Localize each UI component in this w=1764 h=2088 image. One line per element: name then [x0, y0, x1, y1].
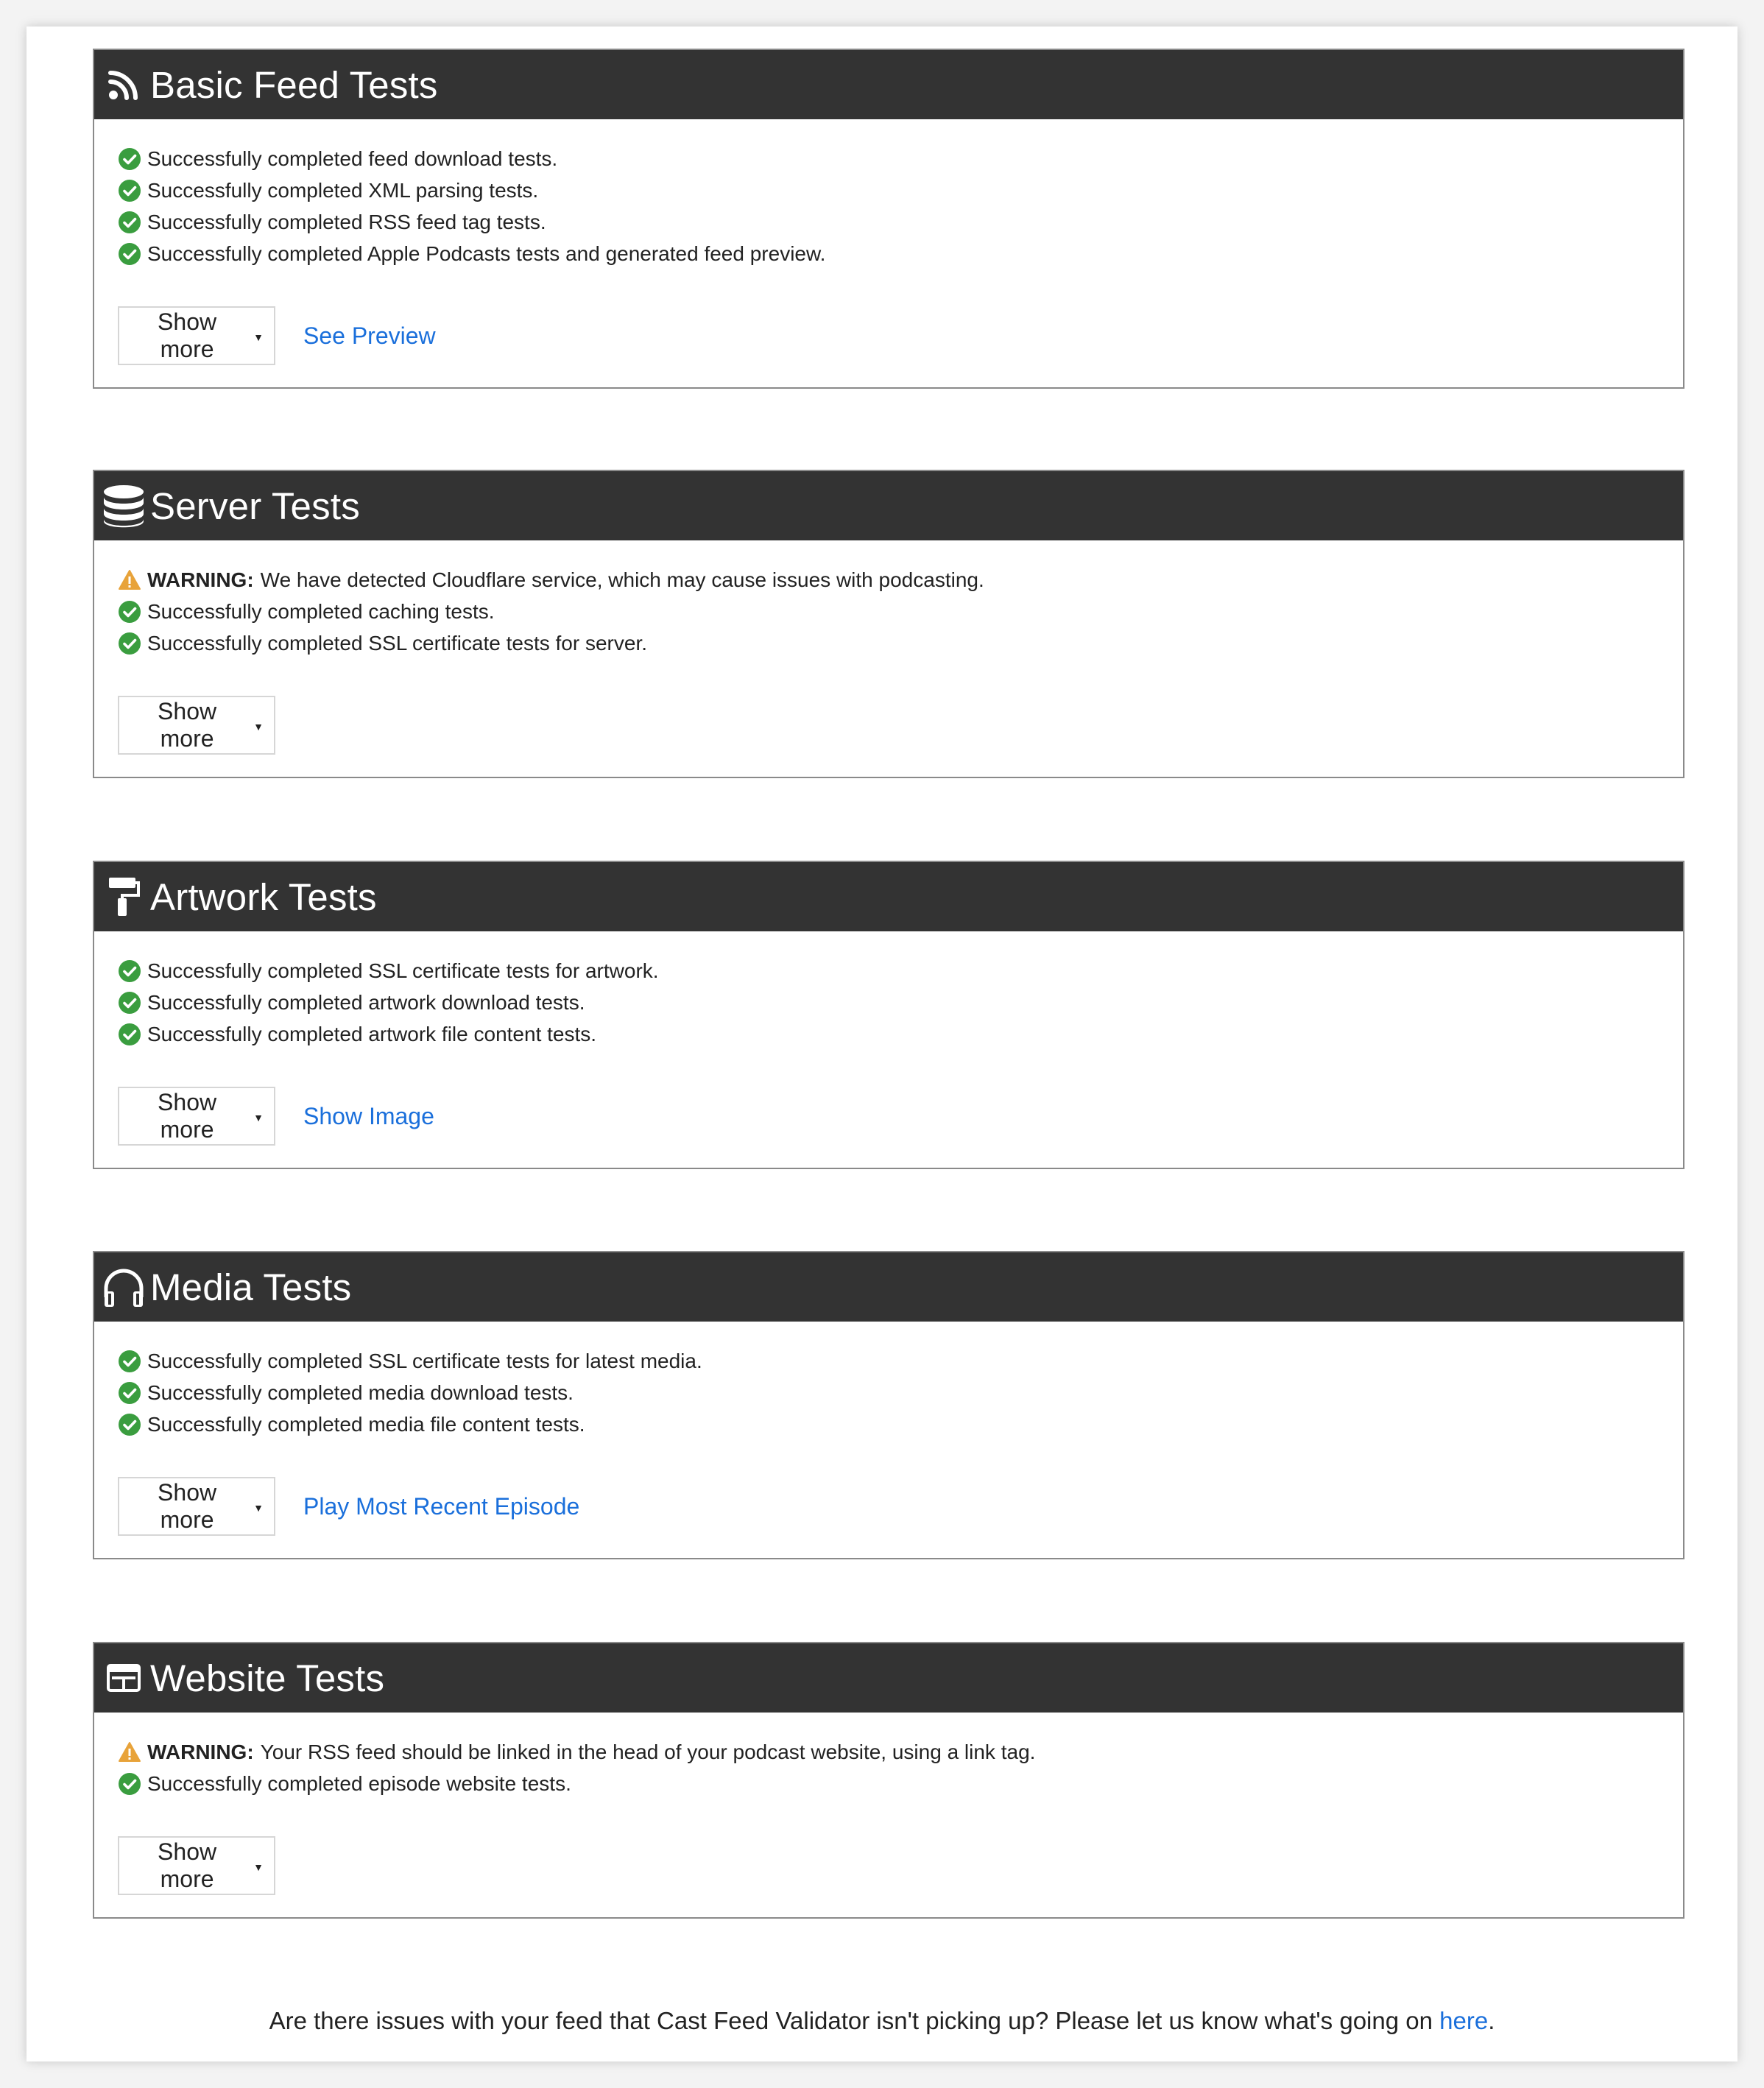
result-text: Successfully completed caching tests.	[147, 599, 495, 623]
footer-text: Are there issues with your feed that Cast Feed Validator isn't picking up? Please let us know what's going on	[269, 2007, 1440, 2034]
result-list	[118, 955, 1659, 1050]
show-more-label: Show more	[158, 698, 217, 752]
section-website-tests	[93, 1642, 1684, 1919]
result-text: Successfully completed feed download tests.	[147, 147, 558, 170]
result-item	[118, 1377, 1659, 1408]
show-more-button[interactable]	[118, 1087, 275, 1146]
result-text: We have detected Cloudflare service, which may cause issues with podcasting.	[260, 568, 984, 591]
result-text: Successfully completed XML parsing tests.	[147, 178, 539, 202]
warning-label: WARNING:	[147, 568, 254, 591]
section-header	[94, 1252, 1683, 1322]
check-circle-icon	[118, 632, 141, 655]
section-body	[94, 540, 1683, 777]
check-circle-icon	[118, 1023, 141, 1046]
caret-down-icon: ▼	[253, 1861, 264, 1873]
footer-suffix: .	[1488, 2007, 1495, 2034]
show-more-button[interactable]	[118, 1477, 275, 1536]
rss-icon	[100, 61, 147, 108]
result-item	[118, 1018, 1659, 1050]
section-header	[94, 50, 1683, 119]
result-text: Successfully completed episode website tests.	[147, 1771, 571, 1795]
section-title: Server Tests	[150, 484, 360, 527]
section-actions	[118, 1836, 1659, 1895]
result-item	[118, 174, 1659, 206]
result-text: Successfully completed SSL certificate tests for latest media.	[147, 1349, 702, 1372]
result-text: Successfully completed SSL certificate tests for server.	[147, 631, 648, 655]
show-more-label: Show more	[158, 1089, 217, 1143]
section-basic-feed-tests	[93, 49, 1684, 389]
show-more-label: Show more	[158, 1838, 217, 1892]
section-header	[94, 1643, 1683, 1713]
result-text: Successfully completed artwork file content tests.	[147, 1022, 597, 1045]
check-circle-icon	[118, 1413, 141, 1436]
result-item	[118, 955, 1659, 987]
section-media-tests	[93, 1251, 1684, 1559]
result-text: Successfully completed Apple Podcasts tests and generated feed preview.	[147, 241, 826, 265]
show-more-label: Show more	[158, 1479, 217, 1533]
result-item	[118, 238, 1659, 269]
check-circle-icon	[118, 179, 141, 202]
result-text: Successfully completed media download tests.	[147, 1380, 574, 1404]
caret-down-icon: ▼	[253, 1112, 264, 1124]
result-item	[118, 596, 1659, 627]
result-item	[118, 206, 1659, 238]
check-circle-icon	[118, 1350, 141, 1373]
result-item	[118, 1768, 1659, 1799]
feedback-here-link[interactable]: here	[1439, 2007, 1489, 2034]
section-header	[94, 862, 1683, 931]
warning-icon	[118, 568, 141, 592]
check-circle-icon	[118, 1381, 141, 1405]
section-actions	[118, 306, 1659, 365]
check-circle-icon	[118, 959, 141, 983]
result-item	[118, 1345, 1659, 1377]
headphones-icon	[100, 1263, 147, 1311]
result-item	[118, 564, 1659, 596]
show-more-button[interactable]	[118, 696, 275, 755]
warning-icon	[118, 1740, 141, 1764]
check-circle-icon	[118, 1772, 141, 1796]
show-more-label: Show more	[158, 308, 217, 362]
result-item	[118, 627, 1659, 659]
check-circle-icon	[118, 242, 141, 266]
section-body	[94, 931, 1683, 1168]
section-title: Media Tests	[150, 1266, 352, 1308]
result-list	[118, 1736, 1659, 1799]
section-title: Website Tests	[150, 1657, 385, 1699]
browser-window-icon	[100, 1654, 147, 1701]
result-text: Successfully completed media file content tests.	[147, 1412, 585, 1436]
show-more-button[interactable]	[118, 1836, 275, 1895]
database-icon	[100, 482, 147, 529]
result-item	[118, 143, 1659, 174]
warning-label: WARNING:	[147, 1740, 254, 1763]
result-list	[118, 1345, 1659, 1440]
see-preview-link[interactable]: See Preview	[303, 322, 436, 349]
results-page	[27, 27, 1737, 2061]
section-body	[94, 1713, 1683, 1917]
section-artwork-tests	[93, 861, 1684, 1169]
result-list	[118, 564, 1659, 659]
section-server-tests	[93, 470, 1684, 778]
section-header	[94, 471, 1683, 540]
check-circle-icon	[118, 991, 141, 1015]
section-title: Artwork Tests	[150, 875, 377, 918]
section-title: Basic Feed Tests	[150, 63, 438, 106]
result-item	[118, 987, 1659, 1018]
show-more-button[interactable]	[118, 306, 275, 365]
result-text: Successfully completed SSL certificate tests for artwork.	[147, 959, 659, 982]
result-item	[118, 1408, 1659, 1440]
caret-down-icon: ▼	[253, 1502, 264, 1514]
show-image-link[interactable]: Show Image	[303, 1102, 434, 1129]
result-text: Successfully completed RSS feed tag tests.	[147, 210, 546, 233]
section-body	[94, 1322, 1683, 1558]
result-item	[118, 1736, 1659, 1768]
paint-roller-icon	[100, 873, 147, 920]
check-circle-icon	[118, 600, 141, 624]
result-text: Successfully completed artwork download tests.	[147, 990, 585, 1014]
result-text: Your RSS feed should be linked in the head of your podcast website, using a link tag.	[260, 1740, 1036, 1763]
section-actions	[118, 1087, 1659, 1146]
feedback-footer	[27, 2007, 1737, 2035]
section-body	[94, 119, 1683, 387]
section-actions	[118, 696, 1659, 755]
check-circle-icon	[118, 147, 141, 171]
section-actions	[118, 1477, 1659, 1536]
caret-down-icon: ▼	[253, 721, 264, 733]
result-list	[118, 143, 1659, 269]
play-recent-episode-link[interactable]: Play Most Recent Episode	[303, 1492, 580, 1520]
caret-down-icon: ▼	[253, 331, 264, 343]
check-circle-icon	[118, 211, 141, 234]
